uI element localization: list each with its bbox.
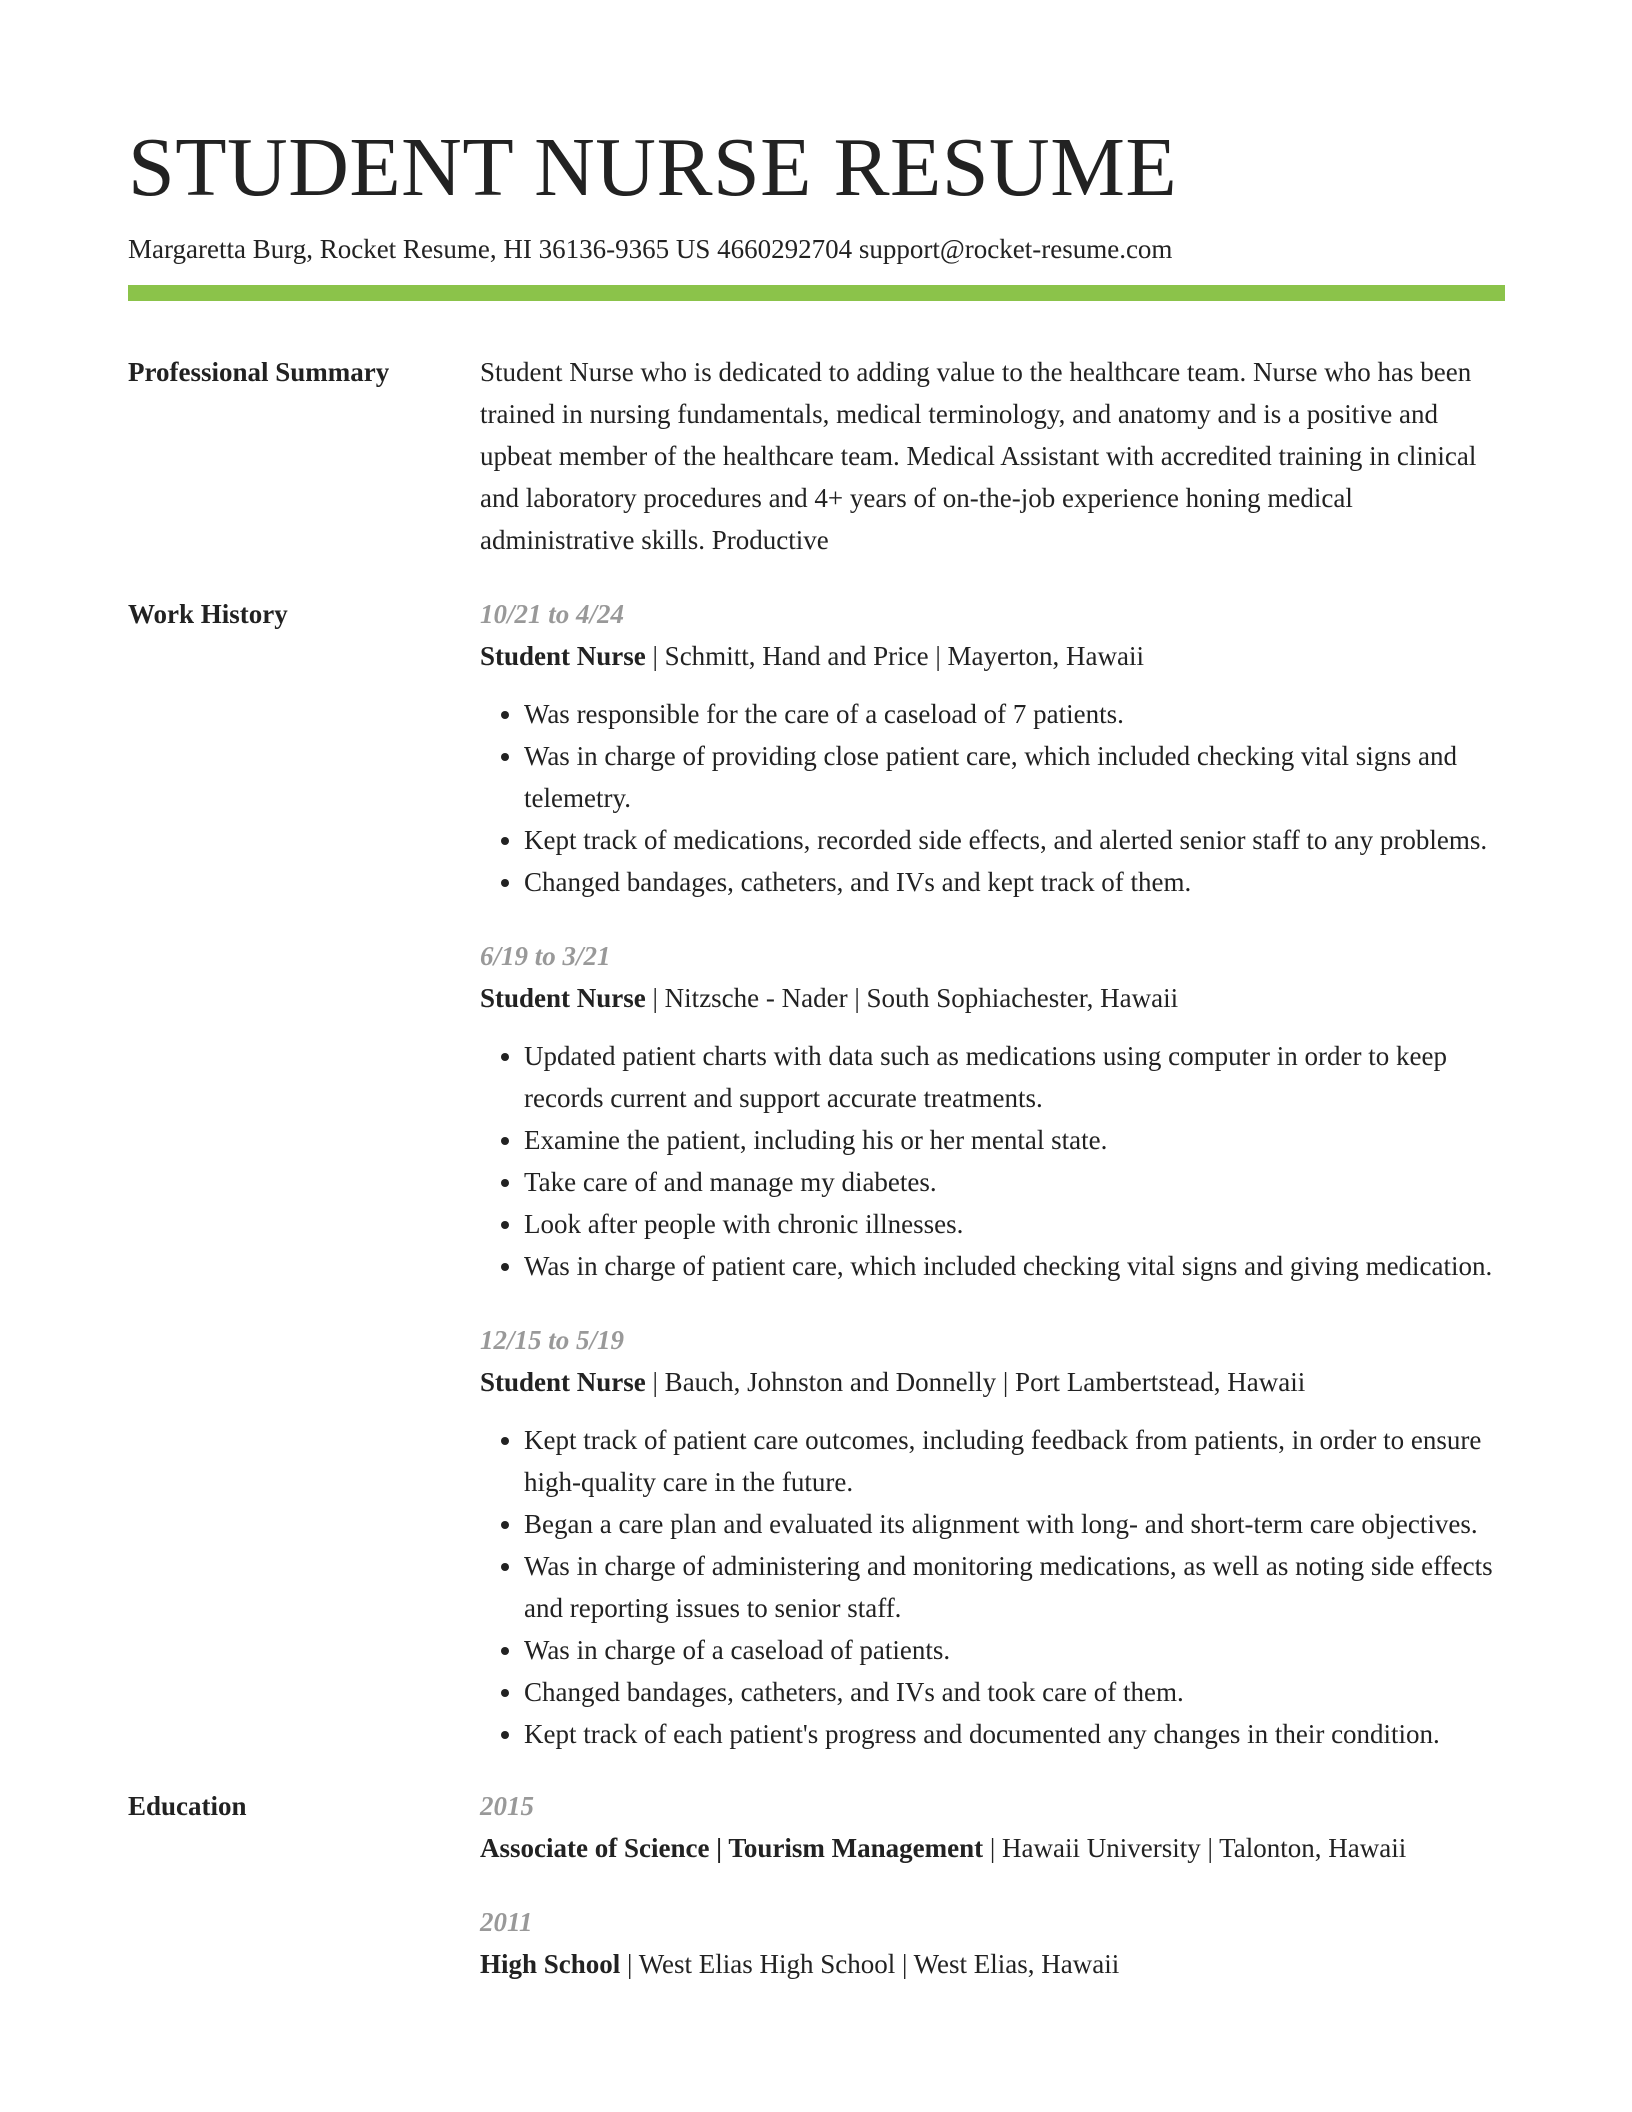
work-history-body xyxy=(480,593,1505,1755)
education-entry xyxy=(480,1901,1505,1985)
list-item: • Kept track of medications, recorded side effects, and alerted senior staff to any problems. xyxy=(524,819,1505,861)
education-year: 2015 xyxy=(480,1791,534,1821)
education-degree: High School xyxy=(480,1949,621,1979)
job-employer: | Schmitt, Hand and Price | Mayerton, Hawaii xyxy=(645,641,1144,671)
list-item: • Updated patient charts with data such as medications using computer in order to keep records current and support accurate treatments. xyxy=(524,1035,1505,1119)
list-item: • Was responsible for the care of a caseload of 7 patients. xyxy=(524,693,1505,735)
education-degree-line xyxy=(480,1827,1505,1869)
list-item: • Was in charge of providing close patient care, which included checking vital signs and telemetry. xyxy=(524,735,1505,819)
education-year: 2011 xyxy=(480,1907,533,1937)
summary-label: Professional Summary xyxy=(128,357,390,387)
education-section xyxy=(128,1785,1505,1985)
job-entry xyxy=(480,1319,1505,1755)
contact-line: Margaretta Burg, Rocket Resume, HI 36136-9365 US 4660292704 support@rocket-resume.com xyxy=(128,234,1173,264)
list-item: • Take care of and manage my diabetes. xyxy=(524,1161,1505,1203)
job-bullets xyxy=(480,693,1505,903)
list-item: • Examine the patient, including his or her mental state. xyxy=(524,1119,1505,1161)
education-degree: Associate of Science | Tourism Management xyxy=(480,1833,984,1863)
job-role-line xyxy=(480,977,1505,1019)
list-item: • Look after people with chronic illnesses. xyxy=(524,1203,1505,1245)
education-entry xyxy=(480,1785,1505,1869)
list-item: • Began a care plan and evaluated its alignment with long- and short-term care objectives. xyxy=(524,1503,1505,1545)
summary-text: Student Nurse who is dedicated to adding value to the healthcare team. Nurse who has been trained in nursing fundamentals, medical terminology, and anatomy and is a positive and upbeat member of the healthcare team. Medical Assistant with accredited training in clinical and laboratory procedures and 4+ years of on-the-job experience honing medical administrative skills. Productive xyxy=(480,357,1477,555)
list-item: • Was in charge of administering and monitoring medications, as well as noting side effects and reporting issues to senior staff. xyxy=(524,1545,1505,1629)
job-role-line xyxy=(480,1361,1505,1403)
job-dates: 12/15 to 5/19 xyxy=(480,1325,625,1355)
job-bullets xyxy=(480,1419,1505,1755)
education-school: | West Elias High School | West Elias, Hawaii xyxy=(620,1949,1120,1979)
summary-section xyxy=(128,351,1505,561)
page-title: STUDENT NURSE RESUME xyxy=(128,121,1178,214)
education-body xyxy=(480,1785,1505,1985)
education-label: Education xyxy=(128,1791,247,1821)
education-school: | Hawaii University | Talonton, Hawaii xyxy=(983,1833,1407,1863)
work-history-section xyxy=(128,593,1505,1755)
job-employer: | Nitzsche - Nader | South Sophiachester, Hawaii xyxy=(645,983,1179,1013)
education-degree-line xyxy=(480,1943,1505,1985)
job-title: Student Nurse xyxy=(480,1367,646,1397)
job-title: Student Nurse xyxy=(480,983,646,1013)
work-history-label: Work History xyxy=(128,599,288,629)
list-item: • Changed bandages, catheters, and IVs and took care of them. xyxy=(524,1671,1505,1713)
job-employer: | Bauch, Johnston and Donnelly | Port Lambertstead, Hawaii xyxy=(645,1367,1306,1397)
job-bullets xyxy=(480,1035,1505,1287)
job-dates: 6/19 to 3/21 xyxy=(480,941,611,971)
list-item: • Was in charge of a caseload of patients. xyxy=(524,1629,1505,1671)
job-dates: 10/21 to 4/24 xyxy=(480,599,625,629)
accent-divider xyxy=(128,285,1505,301)
job-entry xyxy=(480,935,1505,1287)
list-item: • Kept track of each patient's progress and documented any changes in their condition. xyxy=(524,1713,1505,1755)
job-title: Student Nurse xyxy=(480,641,646,671)
job-entry xyxy=(480,593,1505,903)
list-item: • Was in charge of patient care, which included checking vital signs and giving medication. xyxy=(524,1245,1505,1287)
list-item: • Changed bandages, catheters, and IVs and kept track of them. xyxy=(524,861,1505,903)
list-item: • Kept track of patient care outcomes, including feedback from patients, in order to ensure high-quality care in the future. xyxy=(524,1419,1505,1503)
job-role-line xyxy=(480,635,1505,677)
